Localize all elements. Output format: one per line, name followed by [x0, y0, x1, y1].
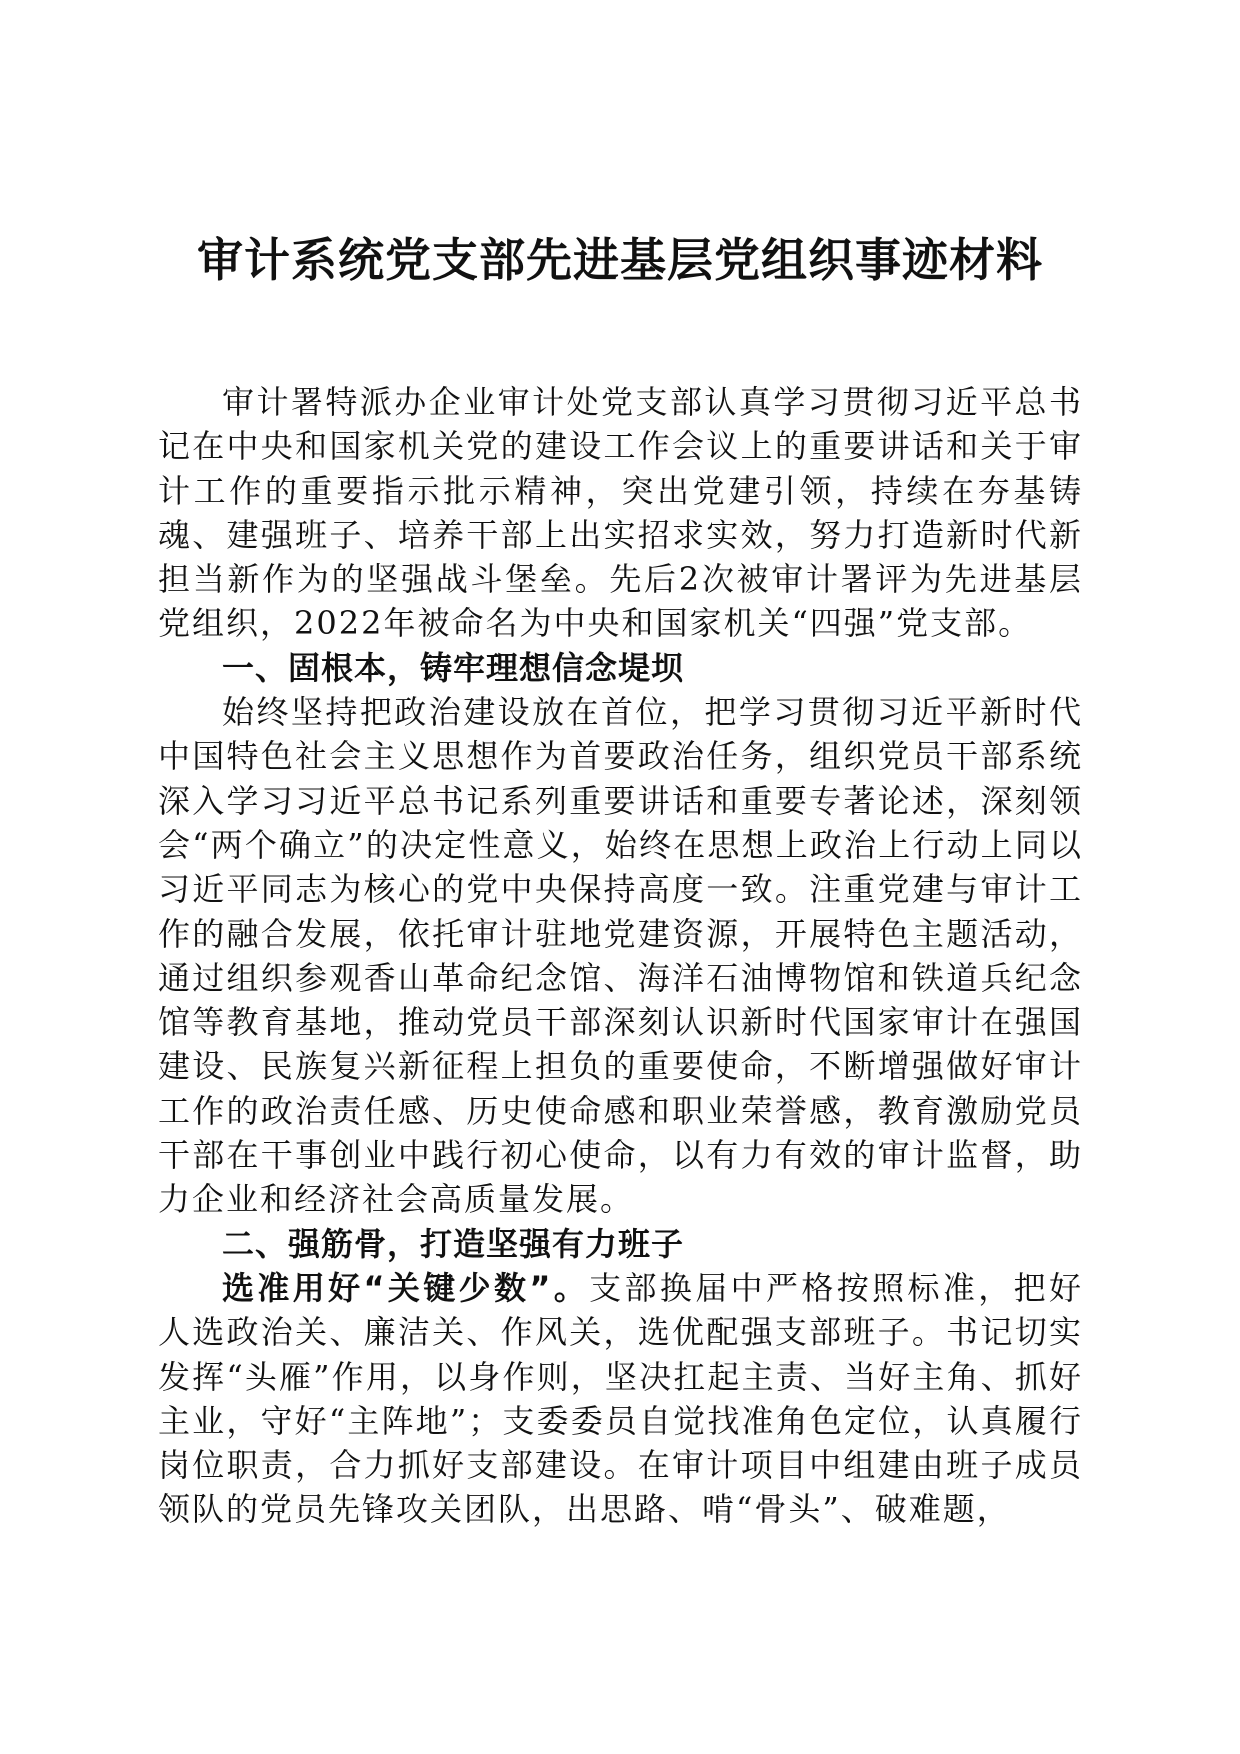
section-2-heading: 二、强筋骨，打造坚强有力班子 [222, 1224, 685, 1263]
section-2-lead: 选准用好“关键少数”。 [222, 1268, 590, 1307]
intro-paragraph: 审计署特派办企业审计处党支部认真学习贯彻习近平总书记在中央和国家机关党的建设工作会议上的重要讲话和关于审计工作的重要指示批示精神，突出党建引领，持续在夯基铸魂、建强班子、培养干部上出实招求实效，努力打造新时代新担当新作为的坚强战斗堡垒。先后2次被审计署评为先进基层党组织，2022年被命名为中央和国家机关“四强”党支部。 [158, 383, 1083, 643]
section-2-paragraph [158, 1266, 1083, 1532]
document-title: 审计系统党支部先进基层党组织事迹材料 [197, 233, 1043, 287]
document-body [158, 380, 1083, 1532]
section-1-heading: 一、固根本，铸牢理想信念堤坝 [222, 648, 685, 687]
section-2-text: 支部换届中严格按照标准，把好人选政治关、廉洁关、作风关，选优配强支部班子。书记切实发挥“头雁”作用，以身作则，坚决扛起主责、当好主角、抓好主业，守好“主阵地”；支委委员自觉找准角色定位，认真履行岗位职责，合力抓好支部建设。在审计项目中组建由班子成员领队的党员先锋攻关团队，出思路、啃“骨头”、破难题， [158, 1268, 1083, 1529]
section-1-paragraph: 始终坚持把政治建设放在首位，把学习贯彻习近平新时代中国特色社会主义思想作为首要政治任务，组织党员干部系统深入学习习近平总书记系列重要讲话和重要专著论述，深刻领会“两个确立”的决定性意义，始终在思想上政治上行动上同以习近平同志为核心的党中央保持高度一致。注重党建与审计工作的融合发展，依托审计驻地党建资源，开展特色主题活动，通过组织参观香山革命纪念馆、海洋石油博物馆和铁道兵纪念馆等教育基地，推动党员干部深刻认识新时代国家审计在强国建设、民族复兴新征程上担负的重要使命，不断增强做好审计工作的政治责任感、历史使命感和职业荣誉感，教育激励党员干部在干事创业中践行初心使命，以有力有效的审计监督，助力企业和经济社会高质量发展。 [158, 693, 1083, 1219]
